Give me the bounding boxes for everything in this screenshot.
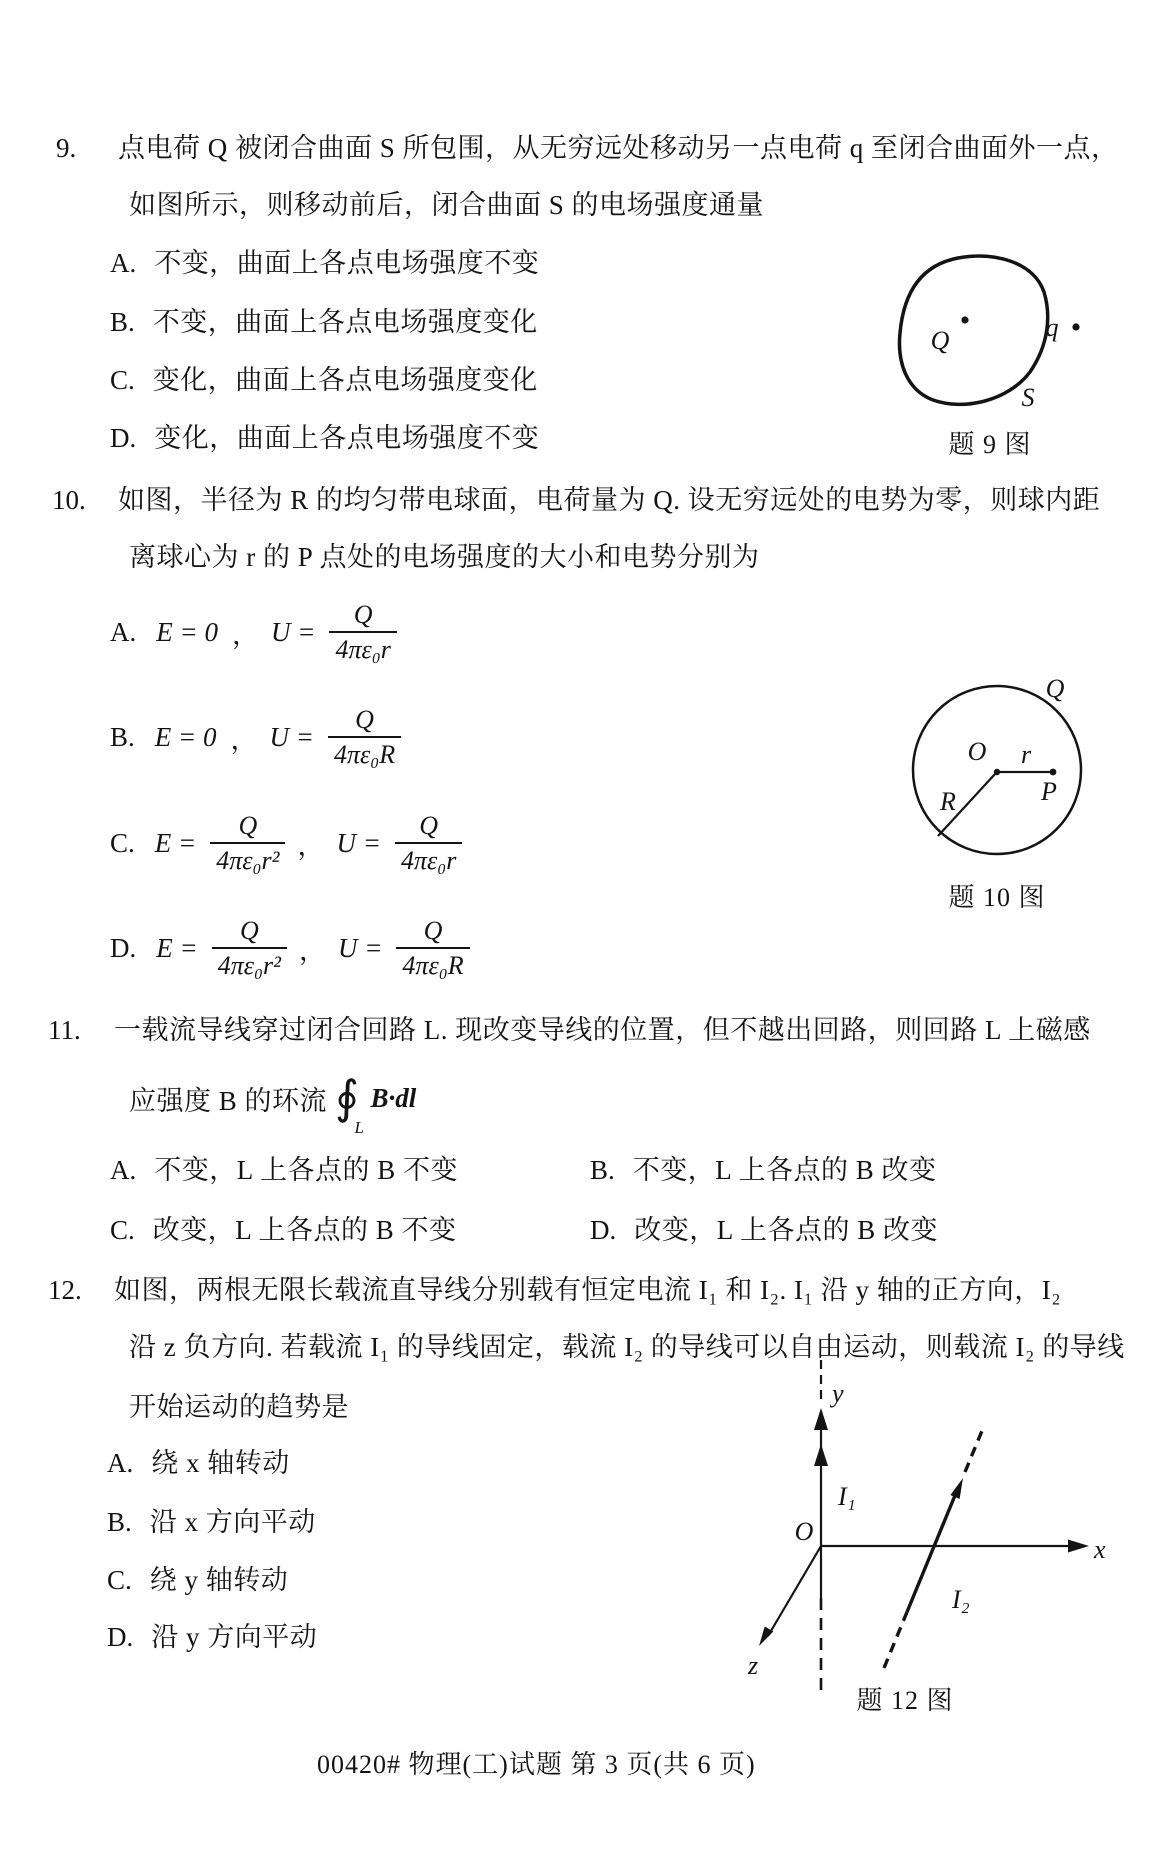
q9-option-a-label: A. xyxy=(110,248,137,278)
q9-option-b xyxy=(110,305,538,339)
q9-option-d-text: 变化，曲面上各点电场强度不变 xyxy=(154,423,540,453)
q12-option-c-text: 绕 y 轴转动 xyxy=(149,1565,289,1595)
figure-10-caption: 题 10 图 xyxy=(948,883,1046,912)
q12-number: 12. xyxy=(48,1275,82,1305)
q11-option-b-label: B. xyxy=(590,1155,615,1185)
radius-R-label: R xyxy=(940,787,956,816)
q9-option-c xyxy=(110,363,538,397)
q10-option-a-label: A. xyxy=(110,616,137,647)
q10-a-U-fraction: $\frac{Q}{\text{4πε₀r}}$ xyxy=(329,600,396,665)
q10-b-U-fraction: $\frac{Q}{\text{4πε₀R}}$ xyxy=(328,705,401,770)
q9-option-c-label: C. xyxy=(110,365,135,395)
point-P-dot xyxy=(1050,769,1057,776)
center-O-label: O xyxy=(967,737,987,766)
sphere-charge-Q-label: Q xyxy=(1045,674,1065,703)
q10-option-b xyxy=(110,695,407,779)
q10-c-U-fraction: $\frac{Q}{\text{4πε₀r}}$ xyxy=(395,811,462,876)
wire-I2-line xyxy=(907,1493,956,1612)
point-P-label: P xyxy=(1041,777,1057,806)
q11-line-2-prefix: 应强度 B 的环流 xyxy=(129,1085,328,1116)
q10-line-1: 如图，半径为 R 的均匀带电球面，电荷量为 Q. 设无穷远处的电势为零，则球内距 xyxy=(118,485,1101,515)
z-axis-line xyxy=(768,1546,821,1636)
q12-option-a-text: 绕 x 轴转动 xyxy=(151,1448,290,1478)
q11-option-b-text: 不变，L 上各点的 B 改变 xyxy=(632,1155,937,1185)
q9-line-2: 如图所示，则移动前后，闭合曲面 S 的电场强度通量 xyxy=(129,190,765,220)
q12-option-c-label: C. xyxy=(107,1565,132,1595)
q12-line-1: 如图，两根无限长载流直导线分别载有恒定电流 I₁ 和 I₂. I₁ 沿 y 轴的正方向，I₂ xyxy=(114,1275,1062,1305)
q11-option-a xyxy=(110,1153,458,1187)
current-I2-arrowhead xyxy=(950,1478,963,1499)
integrand-B-dl: B·dl xyxy=(370,1082,417,1113)
q12-option-d xyxy=(107,1620,317,1654)
page-footer: 00420# 物理(工)试题 第 3 页(共 6 页) xyxy=(317,1750,756,1779)
q10-b-E: E = 0 xyxy=(154,721,217,752)
q12-option-d-text: 沿 y 方向平动 xyxy=(151,1622,318,1652)
q11-option-c-label: C. xyxy=(110,1215,135,1245)
q10-b-U: U = xyxy=(269,721,314,752)
q10-c-U: U = xyxy=(336,827,381,858)
q10-d-U-fraction: $\frac{Q}{\text{4πε₀R}}$ xyxy=(396,916,469,981)
q11-option-c-text: 改变，L 上各点的 B 不变 xyxy=(152,1215,457,1245)
q11-option-d-text: 改变，L 上各点的 B 改变 xyxy=(634,1215,938,1245)
q12-option-a xyxy=(107,1446,290,1480)
figure-10 xyxy=(885,655,1115,885)
q10-option-d xyxy=(110,906,476,990)
q10-line-2: 离球心为 r 的 P 点处的电场强度的大小和电势分别为 xyxy=(129,542,760,572)
radius-r-label: r xyxy=(1020,740,1032,769)
y-axis-label: y xyxy=(832,1379,844,1408)
q11-line-2 xyxy=(129,1066,417,1137)
q9-option-b-label: B. xyxy=(110,307,135,337)
q11-number: 11. xyxy=(48,1015,81,1045)
q10-d-E-fraction: $\frac{Q}{\text{4πε₀r²}}$ xyxy=(212,916,287,981)
q11-line-1: 一载流导线穿过闭合回路 L. 现改变导线的位置，但不越出回路，则回路 L 上磁感 xyxy=(114,1015,1091,1045)
q9-option-d xyxy=(110,421,539,455)
current-I2-label: I₂ xyxy=(952,1585,970,1614)
q12-option-b-text: 沿 x 方向平动 xyxy=(149,1507,316,1537)
figure-9 xyxy=(870,240,1110,430)
surface-S-label: S xyxy=(1021,383,1035,412)
q9-line-1: 点电荷 Q 被闭合曲面 S 所包围，从无穷远处移动另一点电荷 q 至闭合曲面外一点， xyxy=(118,133,1119,163)
q11-option-d-label: D. xyxy=(590,1215,617,1245)
q10-d-E: E = xyxy=(156,932,198,963)
q10-b-comma: ， xyxy=(230,724,258,755)
wire-I2-dashed-bottom xyxy=(884,1612,907,1668)
integral-subscript-L: L xyxy=(354,1118,365,1137)
q10-a-comma: ， xyxy=(231,619,259,650)
charge-Q-label: Q xyxy=(930,326,950,355)
q12-option-d-label: D. xyxy=(107,1622,134,1652)
q10-option-c xyxy=(110,801,468,885)
q11-option-b xyxy=(590,1153,937,1187)
q10-option-c-label: C. xyxy=(110,827,135,858)
q10-d-U: U = xyxy=(337,932,383,963)
q9-option-b-text: 不变，曲面上各点电场强度变化 xyxy=(152,307,538,337)
q12-option-b-label: B. xyxy=(107,1507,132,1537)
q10-option-a xyxy=(110,590,403,674)
q10-c-comma: ， xyxy=(297,830,325,861)
figure-9-caption: 题 9 图 xyxy=(948,430,1032,459)
closed-integral-symbol: ∮ xyxy=(335,1072,360,1123)
q11-option-a-text: 不变，L 上各点的 B 不变 xyxy=(154,1155,458,1185)
current-I1-label: I₁ xyxy=(838,1482,856,1511)
x-axis-arrowhead xyxy=(1068,1540,1089,1553)
origin-O-label: O xyxy=(794,1517,814,1546)
q9-option-a-text: 不变，曲面上各点电场强度不变 xyxy=(154,248,540,278)
q10-a-E: E = 0 xyxy=(156,616,218,647)
z-axis-label: z xyxy=(747,1651,759,1680)
q10-c-E-fraction: $\frac{Q}{\text{4πε₀r²}}$ xyxy=(210,811,285,876)
q10-option-b-label: B. xyxy=(110,721,135,752)
q12-option-b xyxy=(107,1505,316,1539)
q9-option-a xyxy=(110,246,539,280)
q9-number: 9. xyxy=(56,133,77,163)
charge-q-dot xyxy=(1072,323,1079,330)
q12-option-c xyxy=(107,1563,288,1597)
figure-12 xyxy=(725,1350,1115,1710)
q11-option-c xyxy=(110,1213,457,1247)
q9-option-d-label: D. xyxy=(110,423,137,453)
q10-d-comma: ， xyxy=(298,935,326,966)
q10-a-U: U = xyxy=(270,616,316,647)
current-I1-arrowhead xyxy=(814,1444,828,1466)
x-axis-label: x xyxy=(1094,1535,1106,1564)
charge-q-label: q xyxy=(1045,313,1059,342)
figure-12-caption: 题 12 图 xyxy=(856,1686,954,1715)
wire-I2-dashed-top xyxy=(965,1426,984,1472)
q11-option-d xyxy=(590,1213,938,1247)
q10-number: 10. xyxy=(52,485,86,515)
q10-c-E: E = xyxy=(154,827,197,858)
q12-line-2: 沿 z 负方向. 若载流 I₁ 的导线固定，载流 I₂ 的导线可以自由运动，则载流 I₂ 的导线 xyxy=(129,1332,1125,1362)
q9-option-c-text: 变化，曲面上各点电场强度变化 xyxy=(152,365,538,395)
charge-Q-dot xyxy=(961,316,968,323)
q10-option-d-label: D. xyxy=(110,932,137,963)
q12-option-a-label: A. xyxy=(107,1448,134,1478)
q11-option-a-label: A. xyxy=(110,1155,137,1185)
q12-line-3: 开始运动的趋势是 xyxy=(129,1392,349,1422)
